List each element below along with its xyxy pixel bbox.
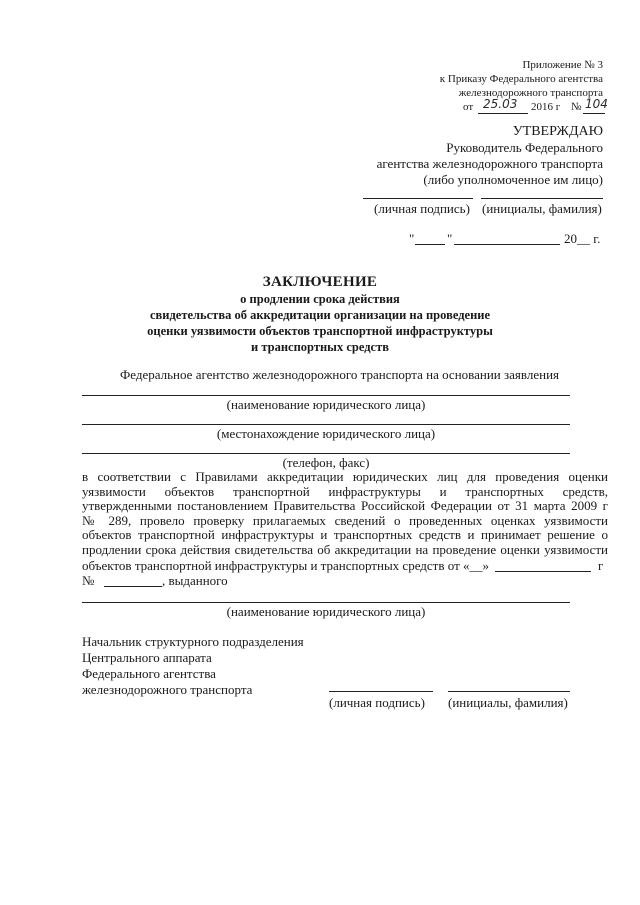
paragraph-line: объектов транспортной инфраструктуры и транспортных средств и принимает решение о (82, 527, 608, 543)
intro-text: Федеральное агентство железнодорожного транспорта на основании заявления (120, 367, 560, 382)
appendix-number-handwritten: 104 (585, 97, 608, 111)
signer-line3: Федерального агентства (82, 666, 216, 681)
caption-phone: (телефон, факс) (282, 455, 370, 470)
signer-signature-line (329, 691, 433, 692)
approval-date-day-line (415, 244, 445, 245)
appendix-date-year: 2016 г (531, 101, 561, 113)
appendix-number-prefix: № (571, 101, 582, 113)
paragraph-line: уязвимости объектов транспортной инфраструктуры и транспортных средств, (82, 483, 608, 499)
heading-line4: и транспортных средств (251, 340, 389, 354)
signer-line4: железнодорожного транспорта (82, 682, 253, 697)
paragraph-last-line: объектов транспортной инфраструктуры и транспортных средств от «__» (82, 558, 490, 573)
signer-caption-initials: (инициалы, фамилия) (448, 695, 568, 710)
heading-line2: свидетельства об аккредитации организации на проведение (149, 308, 491, 322)
caption-location: (местонахождение юридического лица) (216, 426, 436, 441)
approval-caption-signature: (личная подпись) (374, 201, 470, 216)
field-phone-line (82, 453, 570, 454)
paragraph-line: продлении срока действия свидетельства об аккредитации на проведение оценки уязвимости (82, 541, 608, 557)
appendix-date-prefix: от (463, 101, 474, 113)
caption-legal-name-2: (наименование юридического лица) (226, 604, 426, 619)
appendix-date-handwritten: 25.03 (483, 97, 518, 111)
issued-text: , выданного (162, 573, 228, 588)
caption-legal-name: (наименование юридического лица) (226, 397, 426, 412)
approval-date-month-line (454, 244, 560, 245)
paragraph-line: № 289, провело проверку прилагаемых сведений о проведенных оценках уязвимости (82, 512, 608, 528)
paragraph-line: в соответствии с Правилами аккредитации юридических лиц для проведения оценки (82, 469, 608, 484)
signer-initials-line (448, 691, 570, 692)
appendix-line2: к Приказу Федерального агентства (439, 73, 603, 85)
approval-date-quote-close: " (447, 231, 453, 246)
appendix-number-line (583, 113, 605, 114)
approval-date-quote-open: " (409, 231, 415, 246)
field-name-line (82, 395, 570, 396)
appendix-date-line (478, 113, 528, 114)
signer-line2: Центрального аппарата (82, 650, 212, 665)
field-location-line (82, 424, 570, 425)
heading-line3: оценки уязвимости объектов транспортной инфраструктуры (147, 324, 493, 338)
certificate-number-prefix: № (82, 573, 95, 588)
main-paragraph (82, 470, 608, 558)
approval-caption-initials: (инициалы, фамилия) (482, 201, 602, 216)
approval-line1: Руководитель Федерального (446, 140, 603, 155)
appendix-line1: Приложение № 3 (522, 59, 603, 71)
heading-line1: о продлении срока действия (240, 292, 400, 306)
approval-initials-line (481, 198, 603, 199)
document-title: ЗАКЛЮЧЕНИЕ (262, 274, 378, 290)
appendix-line3: железнодорожного транспорта (458, 87, 603, 99)
date-month-line (495, 571, 591, 572)
field-name2-line (82, 602, 570, 603)
paragraph-line: утвержденными постановлением Правительства Российской Федерации от 31 марта 2009 г (82, 498, 608, 514)
approval-date-year: 20__ г. (564, 231, 601, 246)
certificate-number-line (104, 586, 162, 587)
approval-line2: агентства железнодорожного транспорта (376, 156, 603, 171)
paragraph-last-suffix: г (598, 558, 604, 573)
signer-caption-signature: (личная подпись) (329, 695, 425, 710)
approval-title: УТВЕРЖДАЮ (512, 124, 603, 139)
approval-signature-line (363, 198, 473, 199)
signer-line1: Начальник структурного подразделения (82, 634, 304, 649)
approval-line3: (либо уполномоченное им лицо) (423, 172, 603, 187)
